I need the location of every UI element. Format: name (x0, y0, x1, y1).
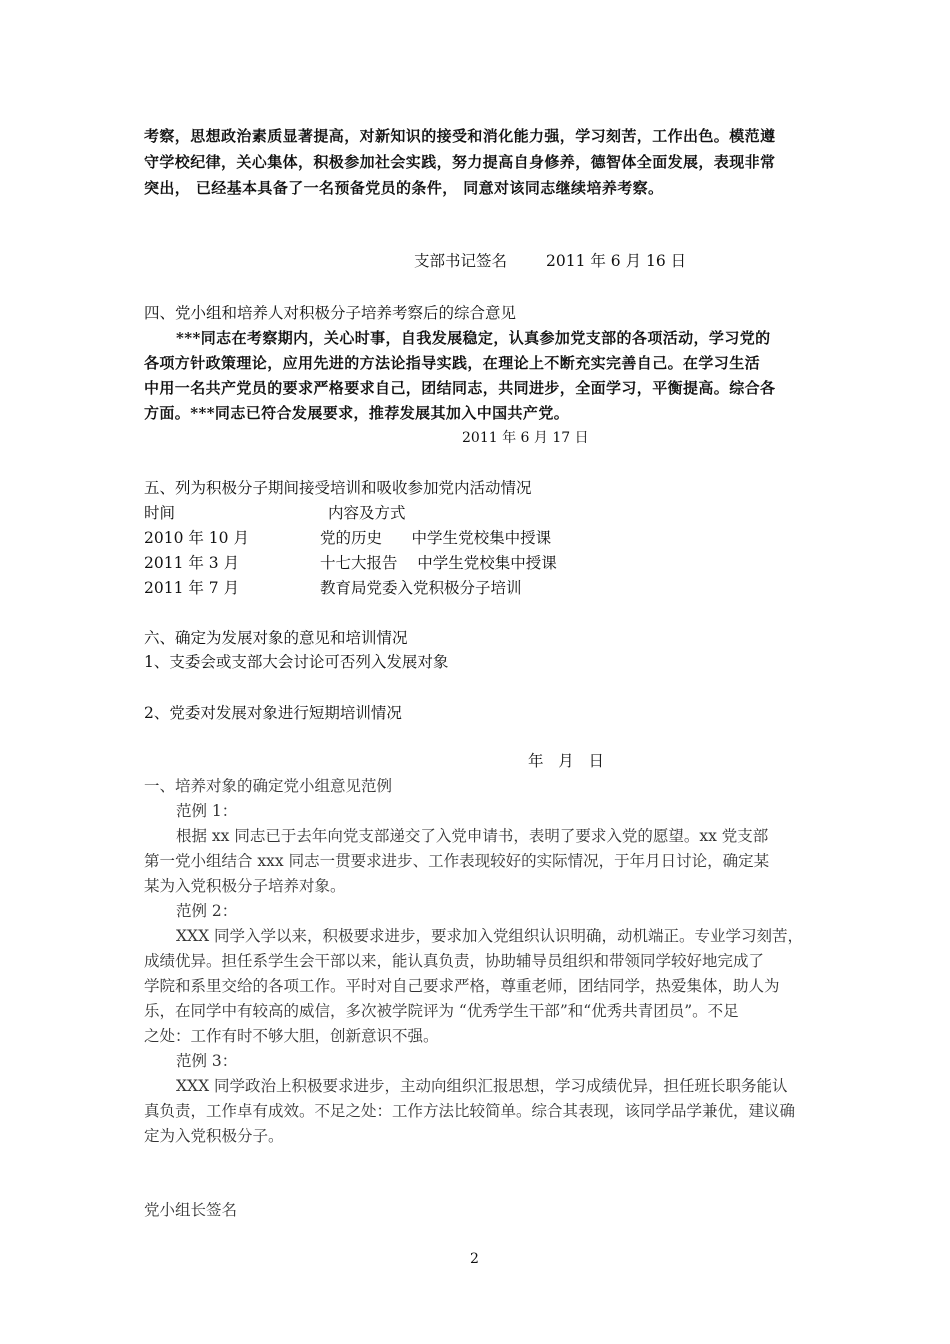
paragraph-line: 某为入党积极分子培养对象。 (144, 877, 346, 895)
paragraph-line: 守学校纪律，关心集体，积极参加社会实践，努力提高自身修养，德智体全面发展，表现非常 (144, 153, 776, 171)
table-row-content: 十七大报告 中学生党校集中授课 (320, 554, 557, 572)
section-heading: 一、培养对象的确定党小组意见范例 (144, 777, 393, 795)
paragraph-line: 方面。***同志已符合发展要求，推荐发展其加入中国共产党。 (144, 404, 570, 422)
paragraph-line: 真负责，工作卓有成效。不足之处：工作方法比较简单。综合其表现，该同学品学兼优，建议确 (144, 1102, 796, 1120)
branch-secretary-signature-label: 支部书记签名 (414, 252, 508, 270)
blank-date: 年 月 日 (528, 752, 605, 770)
section-heading: 五、列为积极分子期间接受培训和吸收参加党内活动情况 (144, 479, 532, 497)
paragraph-line: 定为入党积极分子。 (144, 1127, 284, 1145)
paragraph-line: 根据 xx 同志已于去年向党支部递交了入党申请书，表明了要求入党的愿望。xx 党支部 (176, 827, 769, 845)
paragraph-line: 突出， 已经基本具备了一名预备党员的条件， 同意对该同志继续培养考察。 (144, 179, 664, 197)
example-label: 范例 1： (176, 802, 238, 820)
signature-date: 2011 年 6 月 16 日 (546, 252, 687, 270)
paragraph-line: 各项方针政策理论，应用先进的方法论指导实践，在理论上不断充实完善自己。在学习生活 (144, 354, 761, 372)
paragraph-line: 成绩优异。担任系学生会干部以来，能认真负责，协助辅导员组织和带领同学较好地完成了 (144, 952, 765, 970)
paragraph-line: 考察，思想政治素质显著提高，对新知识的接受和消化能力强，学习刻苦，工作出色。模范遵 (144, 127, 776, 145)
example-label: 范例 3： (176, 1052, 238, 1070)
table-row-content: 教育局党委入党积极分子培训 (320, 579, 522, 597)
column-header-time: 时间 (144, 504, 176, 522)
page-number: 2 (470, 1251, 479, 1267)
section-heading: 四、党小组和培养人对积极分子培养考察后的综合意见 (144, 304, 517, 322)
list-item: 2、党委对发展对象进行短期培训情况 (144, 704, 402, 722)
paragraph-line: ***同志在考察期内，关心时事，自我发展稳定，认真参加党支部的各项活动，学习党的 (176, 329, 771, 347)
table-row-time: 2011 年 3 月 (144, 554, 240, 572)
table-row-time: 2010 年 10 月 (144, 529, 249, 547)
example-label: 范例 2： (176, 902, 238, 920)
section-heading: 六、确定为发展对象的意见和培训情况 (144, 629, 408, 647)
paragraph-line: XXX 同学政治上积极要求进步，主动向组织汇报思想，学习成绩优异，担任班长职务能认 (176, 1077, 788, 1095)
list-item: 1、支委会或支部大会讨论可否列入发展对象 (144, 653, 449, 671)
column-header-content: 内容及方式 (328, 504, 406, 522)
table-row-content: 党的历史 中学生党校集中授课 (320, 529, 552, 547)
table-row-time: 2011 年 7 月 (144, 579, 240, 597)
paragraph-line: 学院和系里交给的各项工作。平时对自己要求严格，尊重老师，团结同学，热爱集体，助人为 (144, 977, 780, 995)
paragraph-line: 中用一名共产党员的要求严格要求自己，团结同志，共同进步，全面学习，平衡提高。综合各 (144, 379, 776, 397)
group-leader-signature-label: 党小组长签名 (144, 1201, 238, 1219)
opinion-date: 2011 年 6 月 17 日 (462, 430, 589, 446)
paragraph-line: XXX 同学入学以来，积极要求进步，要求加入党组织认识明确，动机端正。专业学习刻苦， (176, 927, 804, 945)
paragraph-line: 之处：工作有时不够大胆，创新意识不强。 (144, 1027, 439, 1045)
paragraph-line: 第一党小组结合 xxx 同志一贯要求进步、工作表现较好的实际情况，于年月日讨论，确定某 (144, 852, 770, 870)
paragraph-line: 乐，在同学中有较高的威信，多次被学院评为 “优秀学生干部”和“优秀共青团员”。不足 (144, 1002, 739, 1020)
